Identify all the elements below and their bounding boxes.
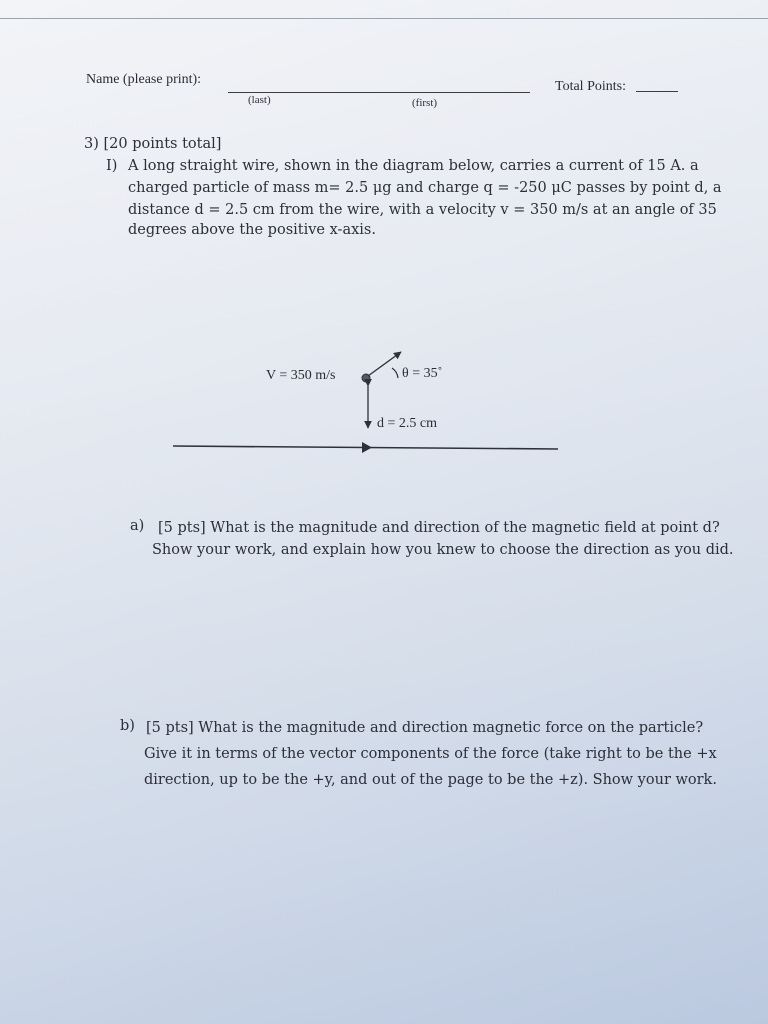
first-name-label: (first) (412, 97, 438, 109)
question-a-line-2: Show your work, and explain how you knew to choose the direction as you did. (152, 542, 734, 558)
last-name-label: (last) (248, 94, 271, 106)
total-points-label: Total Points: (555, 79, 626, 94)
question-b-line-2: Give it in terms of the vector components of the force (take right to be the +x (144, 746, 717, 762)
angle-label: θ = 35˚ (402, 366, 443, 381)
name-label: Name (please print): (86, 72, 202, 87)
question-b-line-1: [5 pts] What is the magnitude and direction magnetic force on the particle? (146, 720, 704, 736)
part-label: I) (106, 158, 118, 174)
problem-number: 3) [20 points total] (84, 136, 222, 152)
question-b-label: b) (120, 718, 135, 734)
question-a-label: a) (130, 518, 145, 534)
problem-line-1: A long straight wire, shown in the diagram below, carries a current of 15 A. a (128, 158, 699, 174)
question-b-line-3: direction, up to be the +y, and out of the page to be the +z). Show your work. (144, 772, 717, 788)
current-arrow-icon (362, 442, 372, 453)
problem-line-3: distance d = 2.5 cm from the wire, with a velocity v = 350 m/s at an angle of 35 (128, 202, 717, 218)
velocity-label: V = 350 m/s (266, 368, 336, 383)
problem-line-4: degrees above the positive x-axis. (128, 222, 376, 238)
distance-label: d = 2.5 cm (377, 416, 437, 431)
question-a-line-1: [5 pts] What is the magnitude and direction of the magnetic field at point d? (158, 520, 720, 536)
problem-line-2: charged particle of mass m= 2.5 μg and charge q = -250 μC passes by point d, a (128, 180, 722, 196)
angle-arc (392, 368, 398, 378)
